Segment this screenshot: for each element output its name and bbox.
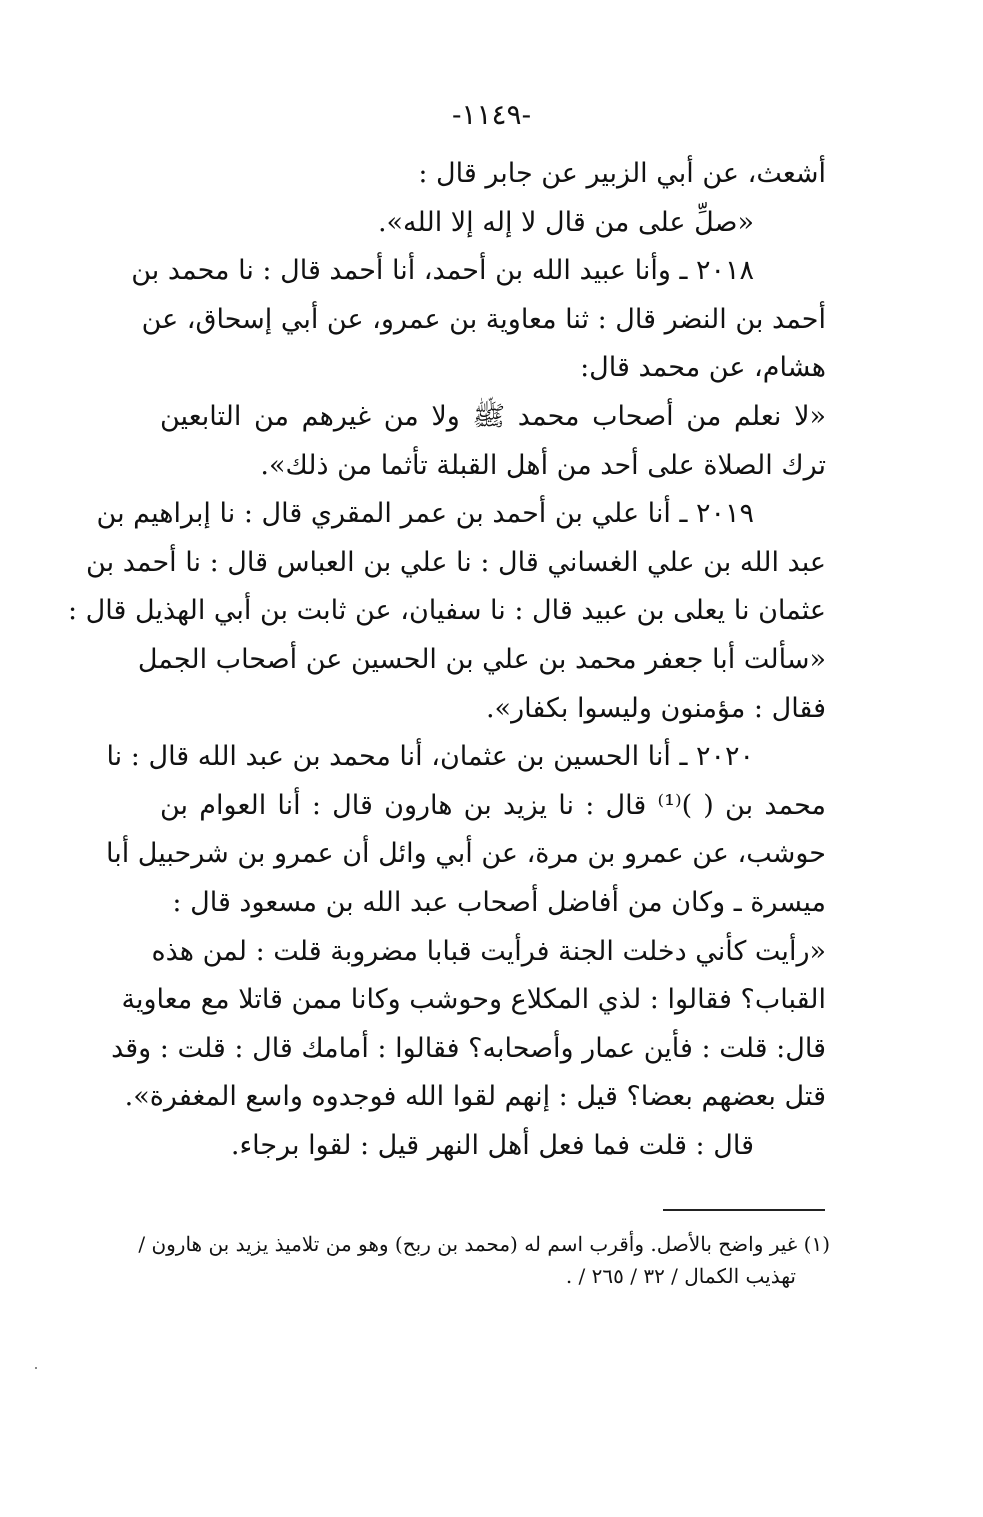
text-line: قال: قلت : فأين عمار وأصحابه؟ فقالوا : أمامك قال : قلت : وقد xyxy=(111,1032,826,1064)
text-line: فقال : مؤمنون وليسوا بكفار». xyxy=(485,692,826,724)
text-line: «سألت أبا جعفر محمد بن علي بن الحسين عن أصحاب الجمل xyxy=(137,643,826,675)
body-text xyxy=(68,150,826,1170)
text-line: القباب؟ فقالوا : لذي المكلاع وحوشب وكانا ممن قاتلا مع معاوية xyxy=(121,984,826,1016)
text-line: عثمان نا يعلى بن عبيد قال : نا سفيان، عن ثابت بن أبي الهذيل قال : xyxy=(68,595,826,627)
footnote-line: تهذيب الكمال / ٣٢ / ٢٦٥ / . xyxy=(565,1264,796,1288)
text-line: «رأيت كأني دخلت الجنة فرأيت قبابا مضروبة قلت : لمن هذه xyxy=(151,935,826,967)
text-line: ٢٠١٨ ـ وأنا عبيد الله بن أحمد، أنا أحمد قال : نا محمد بن xyxy=(131,255,754,287)
footnotes xyxy=(138,1228,830,1292)
text-line: محمد بن ( )⁽¹⁾ قال : نا يزيد بن هارون قال : أنا العوام بن xyxy=(160,789,826,821)
text-line: قال : قلت فما فعل أهل النهر قيل : لقوا برجاء. xyxy=(230,1129,754,1161)
text-line: «لا نعلم من أصحاب محمد ﷺ ولا من غيرهم من التابعين xyxy=(160,400,826,432)
footnote-line: (١) غير واضح بالأصل. وأقرب اسم له (محمد بن ربح) وهو من تلاميذ يزيد بن هارون / xyxy=(138,1232,830,1256)
footnote-separator xyxy=(663,1209,825,1211)
text-line: حوشب، عن عمرو بن مرة، عن أبي وائل أن عمرو بن شرحبيل أبا xyxy=(105,838,826,870)
text-line: ٢٠٢٠ ـ أنا الحسين بن عثمان، أنا محمد بن عبد الله قال : نا xyxy=(106,741,754,773)
text-line: أشعث، عن أبي الزبير عن جابر قال : xyxy=(418,158,826,189)
text-line: قتل بعضهم بعضا؟ قيل : إنهم لقوا الله فوجدوه واسع المغفرة». xyxy=(124,1081,826,1113)
text-line: «صلِّ على من قال لا إله إلا الله». xyxy=(377,206,754,238)
text-line: ٢٠١٩ ـ أنا علي بن أحمد بن عمر المقري قال : نا إبراهيم بن xyxy=(96,498,754,530)
scan-speck xyxy=(35,1367,37,1369)
page-number: -١١٤٩- xyxy=(451,98,532,131)
text-line: هشام، عن محمد قال: xyxy=(580,352,826,384)
text-line: عبد الله بن علي الغساني قال : نا علي بن العباس قال : نا أحمد بن xyxy=(86,546,826,578)
text-line: ترك الصلاة على أحد من أهل القبلة تأثما من ذلك». xyxy=(260,449,826,481)
text-line: ميسرة ـ وكان من أفاضل أصحاب عبد الله بن مسعود قال : xyxy=(172,886,826,918)
text-line: أحمد بن النضر قال : ثنا معاوية بن عمرو، عن أبي إسحاق، عن xyxy=(141,303,826,335)
